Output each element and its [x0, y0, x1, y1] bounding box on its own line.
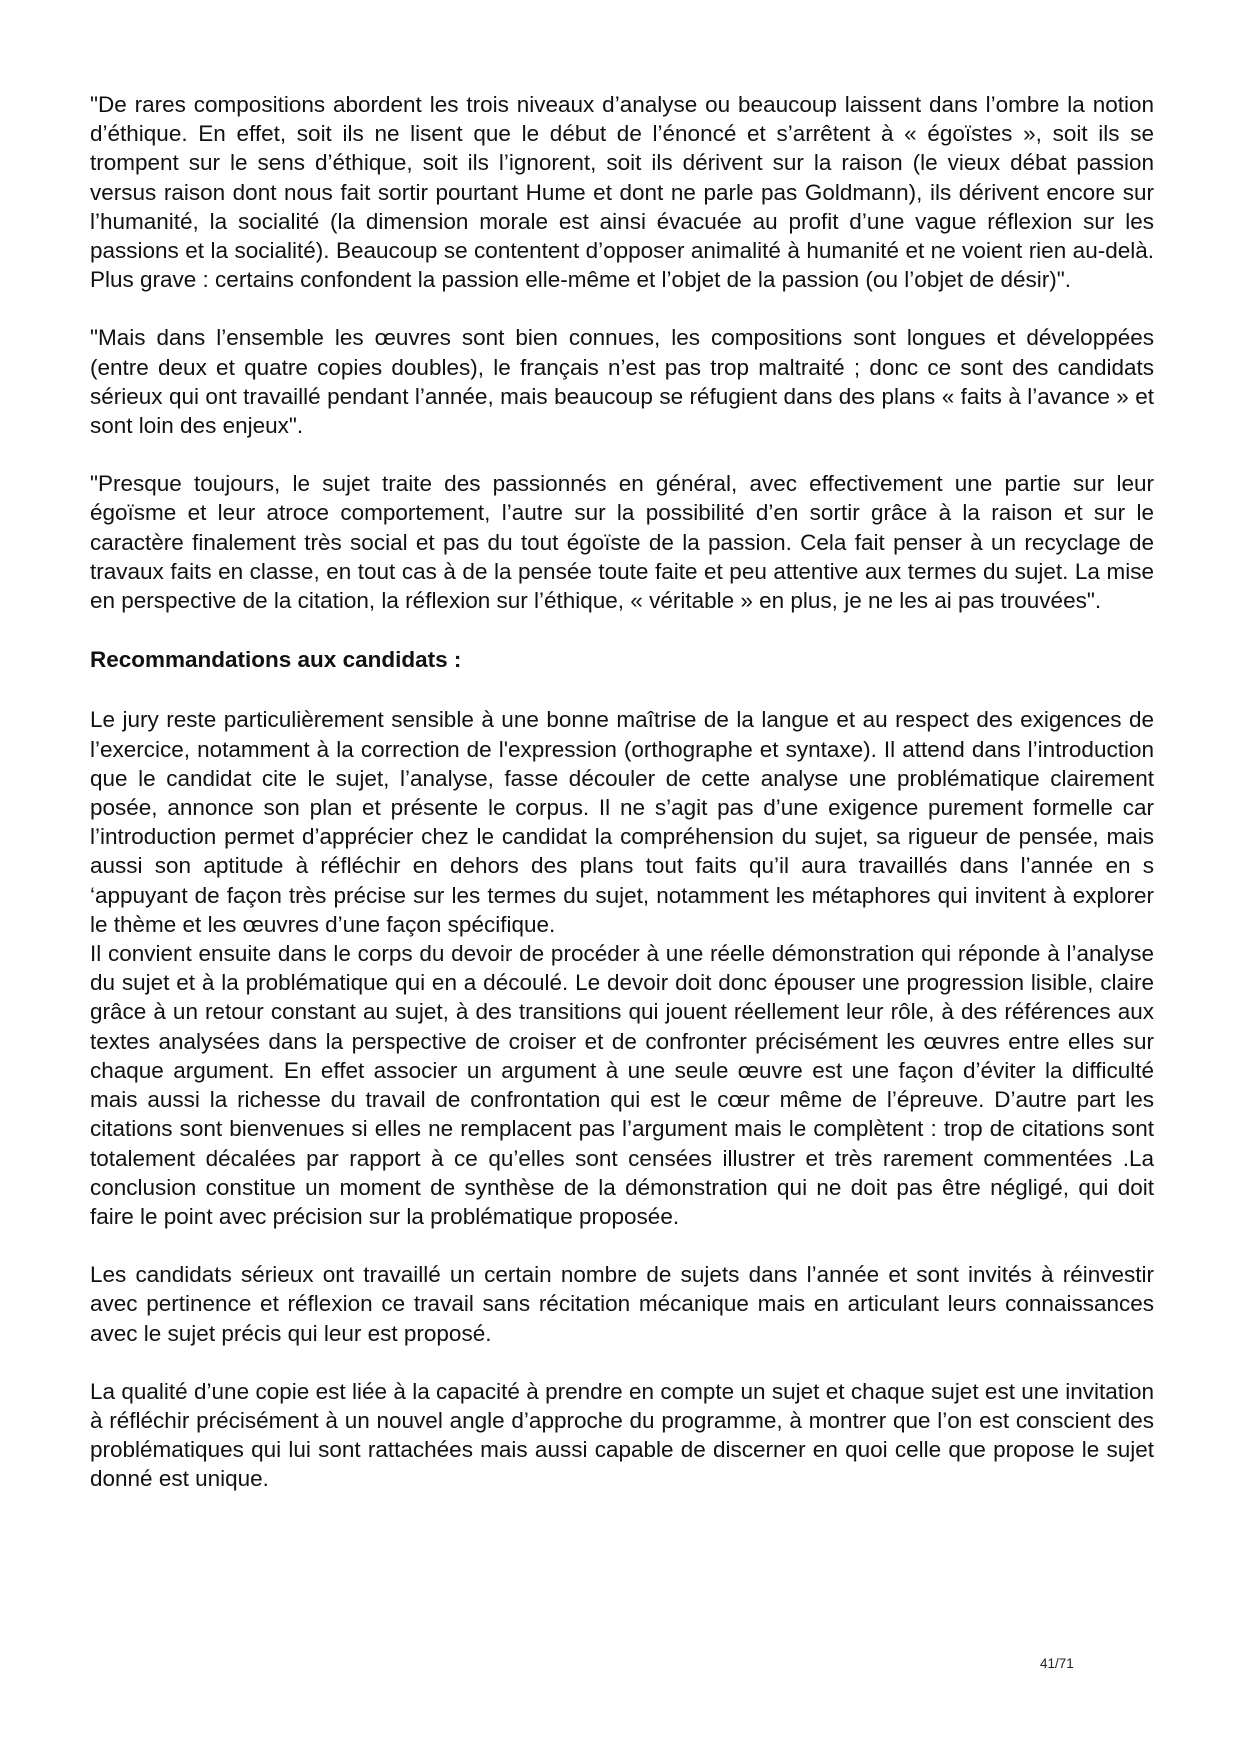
recommendation-paragraph-4: La qualité d’une copie est liée à la capacité à prendre en compte un sujet et chaque sujet est une invitation à réfléchir précisément à un nouvel angle d’approche du programme, à montrer que l’on est conscient des problématiques qui lui sont rattachées mais aussi capable de discerner en quoi celle que propose le sujet donné est unique.	[90, 1378, 1154, 1492]
recommendation-paragraph-2: Il convient ensuite dans le corps du devoir de procéder à une réelle démonstration qui réponde à l’analyse du sujet et à la problématique qui en a découlé. Le devoir doit donc épouser une progression lisible, claire grâce à un retour constant au sujet, à des transitions qui jouent réellement leur rôle, à des références aux textes analysées dans la perspective de croiser et de confronter précisément les œuvres entre elles sur chaque argument. En effet associer un argument à une seule œuvre est une façon d’éviter la difficulté mais aussi la richesse du travail de confrontation qui est le cœur même de l’épreuve. D’autre part les citations sont bienvenues si elles ne remplacent pas l’argument mais le complètent : trop de citations sont totalement décalées par rapport à ce qu’elles sont censées illustrer et très rarement commentées .La conclusion constitue un moment de synthèse de la démonstration qui ne doit pas être négligé, qui doit faire le point avec précision sur la problématique proposée.	[90, 941, 1154, 1229]
recommendation-paragraph-3: Les candidats sérieux ont travaillé un certain nombre de sujets dans l’année et sont invités à réinvestir avec pertinence et réflexion ce travail sans récitation mécanique mais en articulant leurs connaissances avec le sujet précis qui leur est proposé.	[90, 1262, 1154, 1346]
recommendation-paragraph-1: Le jury reste particulièrement sensible à une bonne maîtrise de la langue et au respect des exigences de l’exercice, notamment à la correction de l'expression (orthographe et syntaxe). Il attend dans l’introduction que le candidat cite le sujet, l’analyse, fasse découler de cette analyse une problématique clairement posée, annonce son plan et présente le corpus. Il ne s’agit pas d’une exigence purement formelle car l’introduction permet d’apprécier chez le candidat la compréhension du sujet, sa rigueur de pensée, mais aussi son aptitude à réfléchir en dehors des plans tout faits qu’il aura travaillés dans l’année en s ‘appuyant de façon très précise sur les termes du sujet, notamment les métaphores qui invitent à explorer le thème et les œuvres d’une façon spécifique.	[90, 707, 1154, 937]
section-heading: Recommandations aux candidats :	[90, 647, 462, 673]
quote-paragraph-1: "De rares compositions abordent les trois niveaux d’analyse ou beaucoup laissent dans l’ombre la notion d’éthique. En effet, soit ils ne lisent que le début de l’énoncé et s’arrêtent à « égoïstes », soit ils se trompent sur le sens d’éthique, soit ils l’ignorent, soit ils dérivent sur la raison (le vieux débat passion versus raison dont nous fait sortir pourtant Hume et dont ne parle pas Goldmann), ils dérivent encore sur l’humanité, la socialité (la dimension morale est ainsi évacuée au profit d’une vague réflexion sur les passions et la socialité). Beaucoup se contentent d’opposer animalité à humanité et ne voient rien au-delà. Plus grave : certains confondent la passion elle-même et l’objet de la passion (ou l’objet de désir)".	[90, 92, 1154, 293]
page-number: 41/71	[1040, 1656, 1074, 1671]
quote-paragraph-3: "Presque toujours, le sujet traite des passionnés en général, avec effectivement une partie sur leur égoïsme et leur atroce comportement, l’autre sur la possibilité d’en sortir grâce à la raison et sur le caractère finalement très social et pas du tout égoïste de la passion. Cela fait penser à un recyclage de travaux faits en classe, en tout cas à de la pensée toute faite et peu attentive aux termes du sujet. La mise en perspective de la citation, la réflexion sur l’éthique, « véritable » en plus, je ne les ai pas trouvées".	[90, 471, 1154, 614]
quote-paragraph-2: "Mais dans l’ensemble les œuvres sont bien connues, les compositions sont longues et développées (entre deux et quatre copies doubles), le français n’est pas trop maltraité ; donc ce sont des candidats sérieux qui ont travaillé pendant l’année, mais beaucoup se réfugient dans des plans « faits à l’avance » et sont loin des enjeux".	[90, 325, 1154, 439]
document-page	[90, 90, 1154, 1494]
